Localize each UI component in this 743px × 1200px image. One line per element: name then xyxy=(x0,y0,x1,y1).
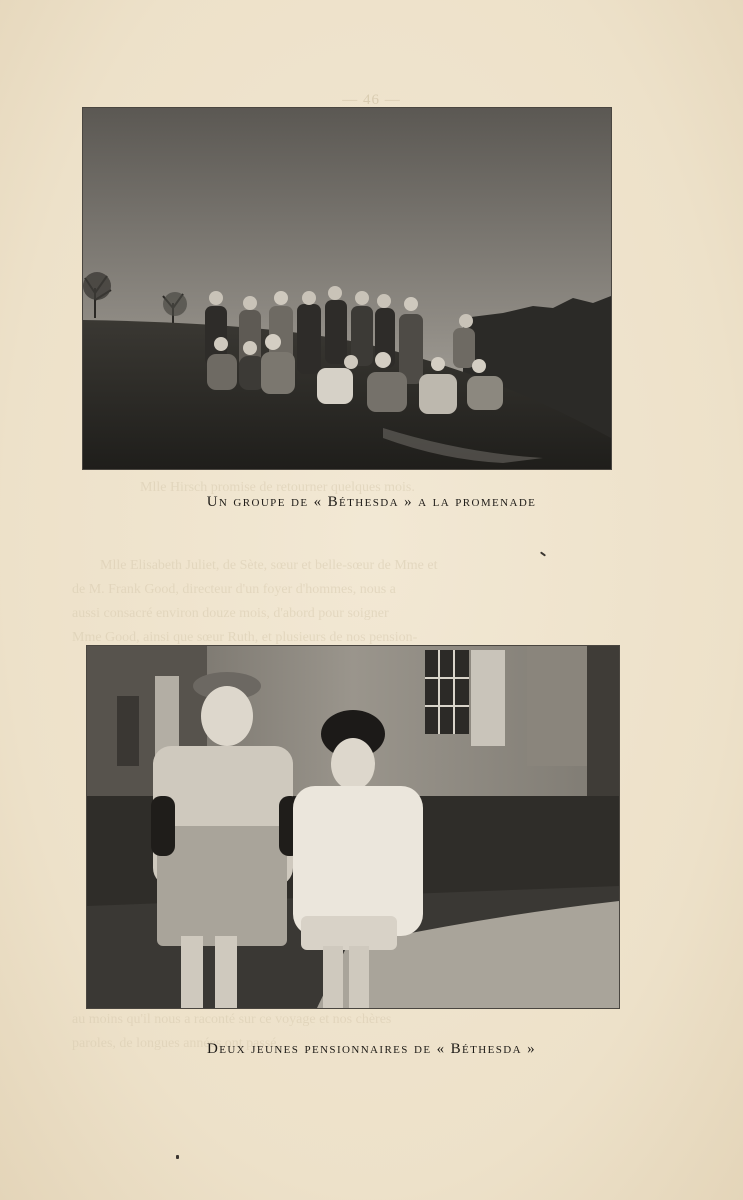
bleed-through-line: aussi consacré environ douze mois, d'abord pour soigner xyxy=(72,606,389,621)
photo-caption: Un groupe de « Béthesda » a la promenade xyxy=(206,494,537,510)
bleed-through-line: Mlle Hirsch promise de retourner quelques mois. xyxy=(140,480,415,495)
bleed-through-line: Mme Good, ainsi que sœur Ruth, et plusieurs de nos pension- xyxy=(72,630,418,645)
bleed-through-line: paroles, de longues années ont passé. xyxy=(72,1036,280,1051)
group-photo xyxy=(83,108,611,469)
bleed-through-line: au moins qu'il nous a raconté sur ce voyage et nos chères xyxy=(72,1012,392,1027)
bleed-through-line: de M. Frank Good, directeur d'un foyer d'hommes, nous a xyxy=(72,582,396,597)
ink-speck xyxy=(540,551,546,556)
page-number: — 46 — xyxy=(342,92,401,108)
group-photo-image xyxy=(83,108,611,469)
children-photo-image xyxy=(87,646,619,1008)
bleed-through-line: Mlle Elisabeth Juliet, de Sète, sœur et belle-sœur de Mme et xyxy=(100,558,438,573)
children-photo xyxy=(87,646,619,1008)
ink-speck xyxy=(176,1155,179,1159)
photo-caption: Deux jeunes pensionnaires de « Béthesda » xyxy=(206,1041,536,1057)
